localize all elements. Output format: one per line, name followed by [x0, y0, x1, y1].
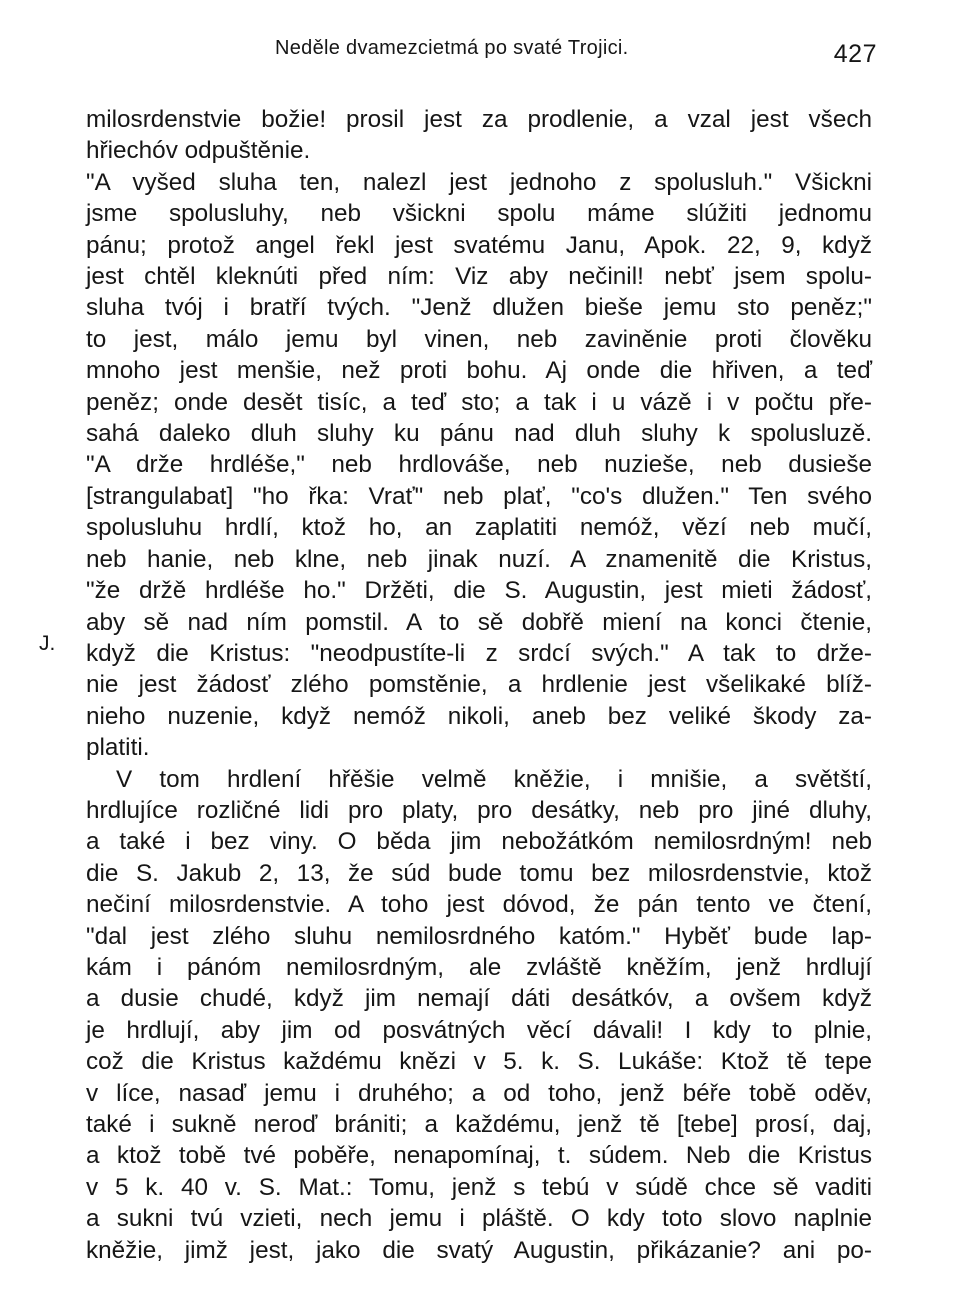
running-title: Neděle dvamezcietmá po svaté Trojici. — [275, 37, 629, 59]
text-line: die S. Jakub 2, 13, že súd bude tomu bez milosrdenstvie, ktož — [86, 859, 872, 887]
text-line: a také i bez viny. O běda jim nebožátkóm nemilosrdným! neb — [86, 828, 872, 856]
text-line: milosrdenstvie božie! prosil jest za prodlenie, a vzal jest všech — [86, 106, 872, 133]
text-line: kám i pánóm nemilosrdným, ale zvláště kněžím, jenž hrdlují — [86, 953, 872, 981]
text-line: nie jest žádosť zlého pomstěnie, a hrdlenie jest všelikaké blíž- — [86, 671, 872, 699]
text-line: a sukni tvú vzieti, nech jemu i pláště. O kdy toto slovo naplnie — [86, 1205, 872, 1233]
page-number: 427 — [833, 40, 877, 68]
text-line: a dusie chudé, když jim nemají dáti desátkóv, a ovšem když — [86, 985, 872, 1013]
text-line: sahá daleko dluh sluhy ku pánu nad dluh sluhy k spolusluzě. — [86, 420, 872, 448]
text-line: v líce, nasaď jemu i druhého; a od toho, jenž béře tobě oděv, — [86, 1079, 872, 1107]
text-line: platiti. — [86, 734, 150, 762]
text-line: jest chtěl kleknúti před ním: Viz aby nečinil! nebť jsem spolu- — [86, 263, 872, 291]
text-line: jsme spolusluhy, neb všickni spolu máme slúžiti jednomu — [86, 200, 872, 228]
text-line: sluha tvój i bratří tvých. "Jenž dlužen bieše jemu sto peněz;" — [86, 294, 872, 322]
text-line: "dal jest zlého sluhu nemilosrdného katóm." Hyběť bude lap- — [86, 922, 872, 950]
text-line: neb hanie, neb klne, neb jinak nuzí. A znamenitě die Kristus, — [86, 545, 872, 573]
text-line: "A vyšed sluha ten, nalezl jest jednoho z spolusluh." Všickni — [86, 168, 872, 196]
text-line: mnoho jest menšie, než proti bohu. Aj onde die hřiven, a teď — [86, 357, 872, 385]
text-line: hrdlujíce rozličné lidi pro platy, pro desátky, neb pro jiné dluhy, — [86, 796, 872, 824]
text-line: V tom hrdlení hřěšie velmě kněžie, i mnišie, a světští, — [116, 765, 872, 793]
text-line: peněz; onde desět tisíc, a teď sto; a tak i u vázě i v počtu pře- — [86, 388, 872, 416]
text-line: když die Kristus: "neodpustíte-li z srdcí svých." A tak to drže- — [86, 639, 872, 667]
text-line: je hrdlují, aby jim od posvátných věcí dávali! I kdy to plnie, — [86, 1016, 872, 1044]
text-line: aby sě nad ním pomstil. A to sě dobřě miení na konci čtenie, — [86, 608, 872, 636]
body-text — [86, 104, 872, 1266]
text-line: v 5 k. 40 v. S. Mat.: Tomu, jenž s tebú v súdě chce sě vaditi — [86, 1173, 872, 1201]
page-header — [85, 37, 877, 77]
text-line: hřiechóv odpuštěnie. — [86, 137, 311, 165]
text-line: pánu; protož angel řekl jest svatému Janu, Apok. 22, 9, když — [86, 231, 872, 259]
text-line: nieho nuzenie, když nemóž nikoli, aneb bez veliké škody za- — [86, 702, 872, 730]
text-line: "že držě hrdléše ho." Držěti, die S. Augustin, jest mieti žádosť, — [86, 577, 872, 605]
text-line: což die Kristus každému knězi v 5. k. S. Lukáše: Ktož tě tepe — [86, 1048, 872, 1076]
margin-note: J. — [39, 632, 56, 655]
text-line: spolusluhu hrdlí, ktož ho, an zaplatiti nemóž, vězí neb mučí, — [86, 514, 872, 542]
text-line: také i sukně neroď brániti; a každému, jenž tě [tebe] prosí, daj, — [86, 1111, 872, 1138]
text-line: nečiní milosrdenstvie. A toho jest dóvod, že pán tento ve čtení, — [86, 891, 872, 919]
text-line: a ktož tobě tvé poběře, nenapomínaj, t. súdem. Neb die Kristus — [86, 1142, 872, 1170]
text-line: kněžie, jimž jest, jako die svatý Augustin, přikázanie? ani po- — [86, 1236, 872, 1264]
text-line: to jest, málo jemu byl vinen, neb zaviněnie proti člověku — [86, 325, 872, 353]
text-line: "A drže hrdléše," neb hrdlováše, neb nuzieše, neb dusieše — [86, 451, 872, 479]
text-line: [strangulabat] "ho řka: Vrať" neb plať, "co's dlužen." Ten svého — [86, 482, 872, 510]
